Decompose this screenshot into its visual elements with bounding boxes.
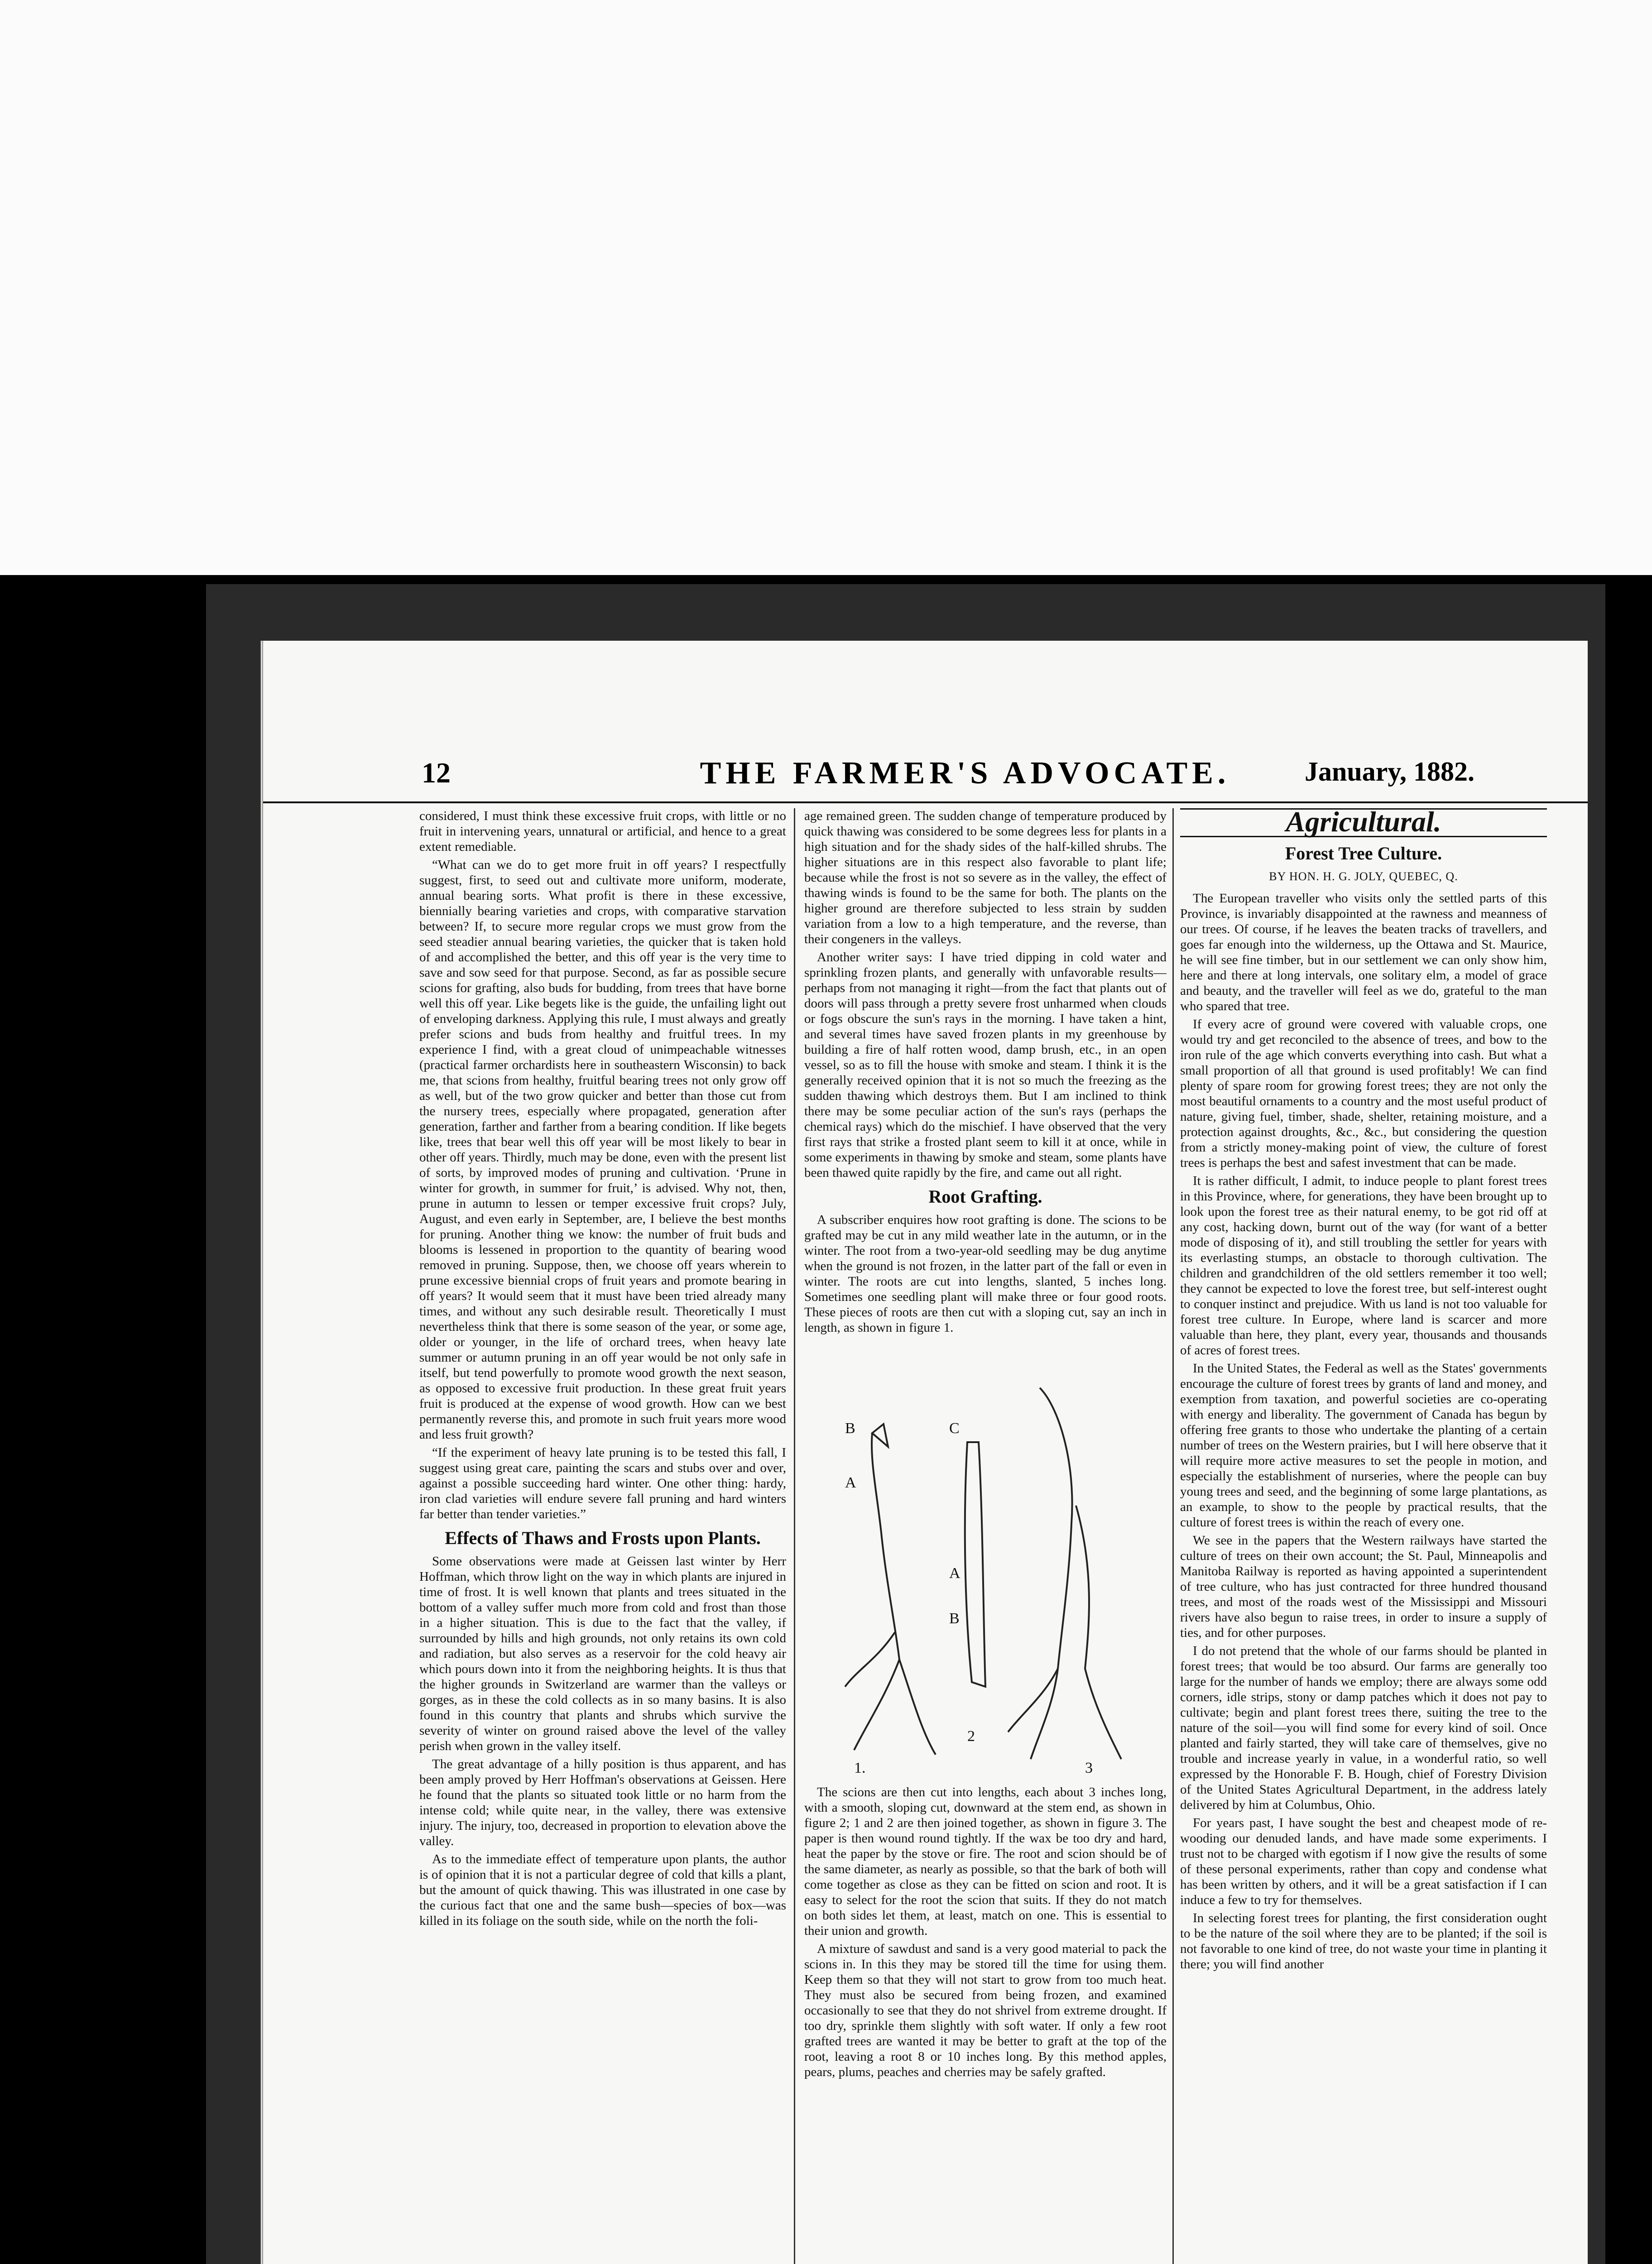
- article-heading: Forest Tree Culture.: [1285, 843, 1442, 863]
- paragraph: Some observations were made at Geissen last winter by Herr Hoffman, which throw light on the way in which plants are injured in time of frost. It is well known that plants and trees situated in the bottom of a valley suffer much more from cold and frost than those in a higher situation. This is due to the fact that the valley, if surrounded by hills and high grounds, not only retains its own cold and radiation, but also serves as a reservoir for the cold heavy air which pours down into it from the neighboring heights. It is thus that the higher grounds in Switzerland are warmer than the valleys or gorges, as in these the cold collects as in so many basins. It is also found in this country that plants and shrubs which survive the severity of winter on ground raised above the level of the valley perish when grown in the valley itself.: [419, 1554, 786, 1753]
- paragraph: In the United States, the Federal as well as the States' governments encourage the culture of forest trees by grants of land and money, and exemption from taxation, and powerful societies are co-operating with energy and liberality. The government of Canada has begun by offering free grants to those who undertake the planting of a certain number of trees on the Western prairies, but I will here observe that it will require more active measures to set the people in motion, and especially the establishment of nurseries, where the people can buy young trees and seed, and the beginning of some large plantations, as an example, to show to the people by practical results, that the culture of forest trees is within the reach of every one.: [1180, 1361, 1547, 1530]
- paragraph: “If the experiment of heavy late pruning is to be tested this fall, I suggest using great care, painting the scars and stubs over and over, against a possible succeeding hard winter. One other thing: hardy, iron clad varieties will endure severe fall pruning and hard winters far better than tender varieties.”: [419, 1445, 786, 1521]
- figure-label: C: [949, 1420, 960, 1437]
- paragraph: age remained green. The sudden change of temperature produced by quick thawing was considered to be some degrees less for plants in a high situation and for the shady sides of the half-killed shrubs. The higher situations are in this respect also favorable to plant life; because while the frost is not so severe as in the valley, the effect of thawing winds is found to be the same for both. The plants on the higher ground are therefore subjected to less strain by sudden variation from a low to a high temperature, and the reverse, than their congeners in the valleys.: [804, 809, 1167, 946]
- column-1: [419, 808, 786, 2264]
- paragraph: In selecting forest trees for planting, the first consideration ought to be the nature of the soil where they are to be planted; if the soil is not favorable to one kind of tree, do not waste your time in planting it there; you will find another: [1180, 1911, 1547, 1971]
- page-header: [263, 747, 1588, 803]
- figure-label: 3: [1085, 1760, 1093, 1776]
- paragraph: The European traveller who visits only the settled parts of this Province, is invariably disappointed at the rawness and meanness of our trees. Of course, if he leaves the beaten tracks of travellers, and goes far enough into the wilderness, up the Ottawa and St. Maurice, he will see fine timber, but in our settlement we can only show him, here and there at long intervals, one solitary elm, a model of grace and beauty, and the traveller will feel as we do, grateful to the man who spared that tree.: [1180, 891, 1547, 1013]
- issue-date: January, 1882.: [1305, 757, 1475, 787]
- root-piece-illustration: [872, 1424, 899, 1660]
- figure-label: A: [949, 1565, 960, 1582]
- paragraph: As to the immediate effect of temperature upon plants, the author is of opinion that it is not a particular degree of cold that kills a plant, but the amount of quick thawing. This was illustrated in one case by the curious fact that one and the same bush—species of box—was killed in its foliage on the south side, while on the north the foli-: [419, 1852, 786, 1928]
- masthead: THE FARMER'S ADVOCATE.: [700, 756, 1230, 791]
- newspaper-page: [260, 641, 1588, 2264]
- page-number: 12: [422, 757, 451, 789]
- paragraph: The scions are then cut into lengths, each about 3 inches long, with a smooth, sloping cut, downward at the stem end, as shown in figure 2; 1 and 2 are then joined together, as shown in figure 3. The paper is then wound round tightly. If the wax be too dry and hard, heat the paper by the stove or fire. The root and scion should be of the same diameter, as nearly as possible, so that the bark of both will come together as close as they can be fitted on scion and root. It is easy to select for the root the scion that suits. If they do not match on both sides let them, at least, match on one. This is essential to their union and growth.: [804, 1785, 1167, 1938]
- department-banner: [1180, 808, 1547, 837]
- root-grafting-figure: [804, 1343, 1167, 1777]
- paragraph: If every acre of ground were covered with valuable crops, one would try and get reconciled to the absence of trees, and bow to the iron rule of the age which converts everything into cash. But what a small proportion of all that ground is used profitably! We can find plenty of spare room for growing forest trees; they are not only the most beautiful ornaments to a country and the most useful product of nature, giving fuel, timber, shade, shelter, retaining moisture, and a protection against droughts, &c., &c., but considering the question from a strictly money-making point of view, the culture of forest trees is perhaps the best and safest investment that can be made.: [1180, 1017, 1547, 1170]
- paragraph: Another writer says: I have tried dipping in cold water and sprinkling frozen plants, and generally with unfavorable results—perhaps from not managing it right—from the fact that plants out of doors will pass through a pretty severe frost unharmed when clouds or fogs obscure the sun's rays in the morning. I have taken a hint, and several times have saved frozen plants in my greenhouse by building a fire of half rotten wood, damp brush, etc., in an open vessel, so as to fill the house with smoke and steam. I think it is the generally received opinion that it is not so much the freezing as the sudden thawing which destroys them. But I am inclined to think there may be some peculiar action of the sun's rays (perhaps the chemical rays) which do the mischief. I have observed that the very first rays that strike a frosted plant seem to kill it at once, while in some experiments in thawing by smoke and steam, some plants have been thawed quite rapidly by the fire, and came out all right.: [804, 950, 1167, 1180]
- paragraph: considered, I must think these excessive fruit crops, with little or no fruit in intervening years, unnatural or artificial, and hence to a great extent remediable.: [419, 809, 786, 854]
- figure-label: A: [845, 1474, 856, 1491]
- column-rule: [1172, 808, 1174, 2264]
- column-rule: [794, 808, 795, 2264]
- byline: BY HON. H. G. JOLY, QUEBEC, Q.: [1269, 870, 1458, 883]
- figure-label: B: [845, 1420, 855, 1437]
- column-2: [804, 808, 1167, 2264]
- paragraph: A subscriber enquires how root grafting is done. The scions to be grafted may be cut in any mild weather late in the autumn, or in the winter. The root from a two-year-old seedling may be dug anytime when the ground is not frozen, in the latter part of the fall or even in winter. The roots are cut into lengths, slanted, 5 inches long. Sometimes one seedling plant will make three or four good roots. These pieces of roots are then cut with a sloping cut, say an inch in length, as shown in figure 1.: [804, 1213, 1167, 1335]
- paragraph: For years past, I have sought the best and cheapest mode of re-wooding our denuded lands, and have made some experiments. I trust not to be charged with egotism if I now give the results of some of these personal experiments, rather than copy and condense what has been written by others, and it will be a great satisfaction if I can induce a few to try for themselves.: [1180, 1816, 1547, 1907]
- figure-label: B: [949, 1610, 960, 1627]
- blank-page-top: [0, 0, 1652, 575]
- paragraph: It is rather difficult, I admit, to induce people to plant forest trees in this Province, where, for generations, they have been brought up to look upon the forest tree as their natural enemy, to be got rid off at any cost, hacking down, burnt out of the way (for want of a better mode of disposing of it), and still troubling the settler for years with its everlasting stumps, an obstacle to thorough cultivation. The children and grandchildren of the old settlers remember it too well; they cannot be expected to love the forest tree, but self-interest ought to conquer instinct and prejudice. With us land is not too valuable for forest tree culture. In Europe, where land is scarcer and more valuable than here, they plant, every year, thousands and thousands of acres of forest trees.: [1180, 1174, 1547, 1357]
- figure-label: 2: [967, 1728, 975, 1745]
- column-3: [1180, 808, 1547, 2264]
- article-heading: Effects of Thaws and Frosts upon Plants.: [445, 1528, 761, 1548]
- paragraph: We see in the papers that the Western railways have started the culture of trees on their own account; the St. Paul, Minneapolis and Manitoba Railway is reported as having appointed a superintendent of tree culture, who has just contracted for three hundred thousand trees, and most of the roads west of the Mississippi and Missouri rivers have also begun to raise trees, in order to insure a supply of ties, and for other purposes.: [1180, 1533, 1547, 1640]
- department-title: Agricultural.: [1286, 808, 1441, 838]
- article-heading: Root Grafting.: [928, 1186, 1042, 1207]
- figure-label: 1.: [854, 1760, 866, 1776]
- joined-graft-illustration: [1008, 1388, 1121, 1759]
- paragraph: A mixture of sawdust and sand is a very good material to pack the scions in. In this they may be stored till the time for using them. Keep them so that they will not start to grow from too much heat. They must also be secured from being frozen, and examined occasionally to see that they do not shrivel from extreme drought. If too dry, sprinkle them slightly with soft water. If only a few root grafted trees are wanted it may be better to graft at the top of the root, leaving a root 8 or 10 inches long. By this method apples, pears, plums, peaches and cherries may be safely grafted.: [804, 1942, 1167, 2079]
- paragraph: “What can we do to get more fruit in off years? I respectfully suggest, first, to seed out and cultivate more uniform, moderate, annual bearing sorts. What profit is there in these excessive, biennially bearing varieties and crops, with comparative starvation between? If, to secure more regular crops we must grow from the seed steadier annual bearing varieties, the quicker that is taken hold of and accomplished the better, and this off year is the very time to save and sow seed for that purpose. Second, as far as possible secure scions for grafting, also buds for budding, from trees that have borne well this off year. Like begets like is the guide, the unfailing light out of enveloping darkness. Applying this rule, I must always and greatly prefer scions and buds from healthy and fruitful trees. In my experience I find, with a great cloud of unimpeachable witnesses (practical farmer orchardists here in southeastern Wisconsin) to back me, that scions from healthy, fruitful bearing trees not only grow off as well, but of the two grow quicker and better than those cut from the nursery trees, especially where propagated, generation after generation, farther and farther from a bearing condition. If like begets like, trees that bear well this off year will be most likely to bear in other off years. Thirdly, much may be done, even with the present list of sorts, by improved modes of pruning and cultivation. ‘Prune in winter for growth, in summer for fruit,’ is advised. Why not, then, prune in autumn to lessen or temper excessive fruit crops? July, August, and even early in September, are, I believe the best months for pruning. Another thing we know: the number of fruit buds and blooms is lessened in proportion to the quantity of bearing wood removed in pruning. Suppose, then, we choose off years wherein to prune excessive biennial crops of fruit years and promote bearing in off years? It would seem that it must have been tried already many times, and without any such desirable result. Theoretically I must nevertheless think that there is some season of the year, or some age, older or younger, in the life of orchard trees, when heavy late summer or autumn pruning in an off year would be not only safe in itself, but tend powerfully to promote wood growth the next season, as opposed to excessive fruit production. In these great fruit years fruit is produced at the expense of wood growth. How can we best permanently reverse this, and promote in such fruit years more wood and less fruit growth?: [419, 858, 786, 1442]
- grafting-illustration: [804, 1343, 1167, 1777]
- scion-illustration: [965, 1442, 985, 1687]
- paragraph: The great advantage of a hilly position is thus apparent, and has been amply proved by Herr Hoffman's observations at Geissen. Here he found that the plants so situated took little or no harm from the intense cold; while quite near, in the valley, there was extensive injury. The injury, too, decreased in proportion to elevation above the valley.: [419, 1757, 786, 1848]
- paragraph: I do not pretend that the whole of our farms should be planted in forest trees; that would be too absurd. Our farms are generally too large for the number of hands we employ; there are always some odd corners, idle strips, stony or damp patches which it does not pay to cultivate; begin and plant forest trees there, suiting the tree to the nature of the soil—you will find some for every kind of soil. Once planted and fairly started, they will take care of themselves, give no trouble and increase yearly in value, in a wonderful ratio, so well expressed by the Honorable F. B. Hough, chief of Forestry Division of the United States Agricultural Department, in the address lately delivered by him at Columbus, Ohio.: [1180, 1644, 1547, 1812]
